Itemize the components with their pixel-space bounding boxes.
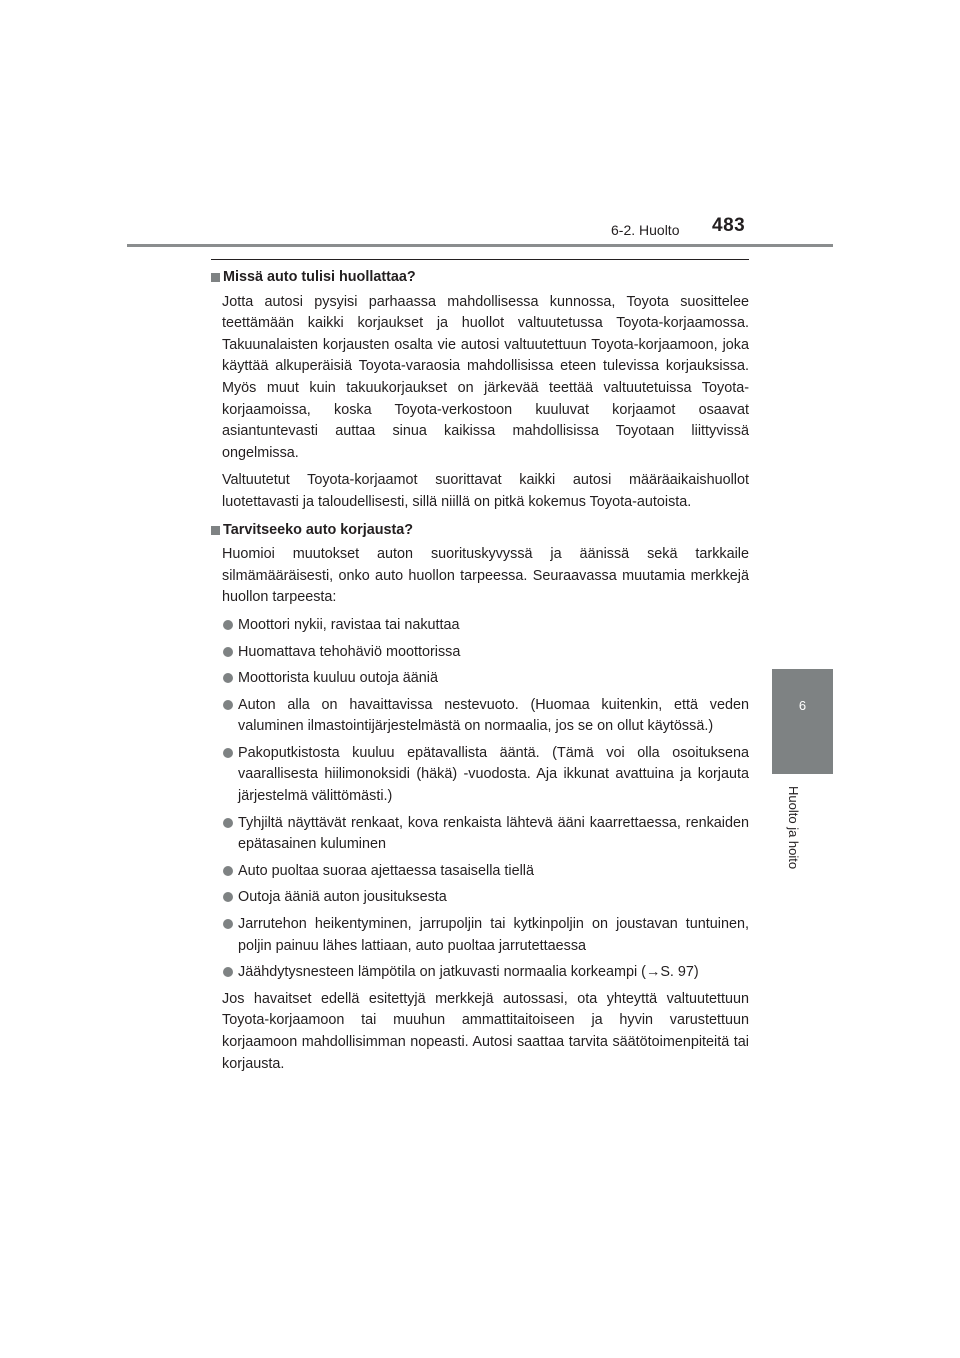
chapter-tab bbox=[772, 669, 833, 774]
list-item-text: Outoja ääniä auton jousituksesta bbox=[238, 889, 447, 906]
heading-text: Missä auto tulisi huollattaa? bbox=[223, 269, 416, 285]
list-item-text: Jarrutehon heikentyminen, jarrupoljin tai kytkinpoljin on joustavan tuntuinen, poljin painuu lähes lattiaan, auto puoltaa jarrutettaessa bbox=[238, 916, 749, 954]
square-bullet-icon bbox=[211, 526, 220, 535]
chapter-number: 6 bbox=[798, 698, 807, 713]
paragraph: Huomioi muutokset auton suorituskyvyssä ja äänissä sekä tarkkaile silmämääräisesti, onko auto huollon tarpeessa. Seuraavassa muutamia merkkejä huollon tarpeesta: bbox=[222, 546, 749, 606]
closing-paragraph: Jos havaitset edellä esitettyjä merkkejä autossasi, ota yhteyttä valtuutettuun Toyota-korjaamoon tai muuhun ammattitaitoiseen ja hyvin varustettuun korjaamoon mahdollisimman nopeasti. Autosi saattaa tarvita säätötoimenpiteitä tai korjausta. bbox=[222, 990, 749, 1072]
circle-bullet-icon bbox=[223, 818, 233, 828]
list-item bbox=[211, 887, 749, 909]
list-item-text: Auton alla on havaittavissa nestevuoto. (Huomaa kuitenkin, että veden valuminen ilmastointijärjestelmästä on normaalia, jos se on ollut käytössä.) bbox=[238, 696, 749, 735]
list-item bbox=[211, 695, 749, 738]
header-divider bbox=[127, 244, 833, 247]
list-item-text: Huomattava tehohäviö moottorissa bbox=[238, 643, 461, 660]
list-item-text: Moottorista kuuluu outoja ääniä bbox=[238, 670, 439, 687]
circle-bullet-icon bbox=[223, 919, 233, 929]
content-divider bbox=[211, 259, 749, 260]
circle-bullet-icon bbox=[223, 866, 233, 876]
section-heading bbox=[211, 267, 749, 289]
page-number: 483 bbox=[712, 215, 746, 236]
list-item bbox=[211, 668, 749, 690]
circle-bullet-icon bbox=[223, 673, 233, 683]
list-item bbox=[211, 914, 749, 957]
paragraph: Valtuutetut Toyota-korjaamot suorittavat kaikki autosi määräaikaishuollot luotettavasti ja taloudellisesti, sillä niillä on pitkä kokemus Toyota-autoista. bbox=[222, 472, 749, 510]
list-item bbox=[211, 615, 749, 637]
circle-bullet-icon bbox=[223, 748, 233, 758]
list-item-text: Pakoputkistosta kuuluu epätavallista ääntä. (Tämä voi olla osoituksena vaarallisesta hiilimonoksidi (häkä) -vuodosta. Aja ikkunat avattuina ja korjauta järjestelmä välittömästi.) bbox=[238, 744, 749, 805]
paragraph: Jotta autosi pysyisi parhaassa mahdollisessa kunnossa, Toyota suosittelee teettämään kaikki korjaukset ja huollot valtuutetussa Toyota-korjaamossa. Takuunalaisten korjausten osalta vie autosi valtuutettuun Toyota-korjaamoon, joka käyttää alkuperäisiä Toyota-varaosia mahdollisissa eteen tulevissa korjauksissa. Myös muut kuin takuukorjaukset on järkevää teettää valtuutetuissa Toyota-korjaamoissa, koska Toyota-verkostoon kuuluvat korjaamot osaavat asiantuntevasti auttaa sinua kaikissa mahdollisissa Toyotaan liittyvissä ongelmissa. bbox=[222, 293, 749, 461]
list-item-text: Tyhjiltä näyttävät renkaat, kova renkaista lähtevä ääni kaarrettaessa, renkaiden epätasainen kuluminen bbox=[238, 814, 749, 853]
list-item-text: Jäähdytysnesteen lämpötila on jatkuvasti normaalia korkeampi (→S. 97) bbox=[238, 964, 699, 981]
circle-bullet-icon bbox=[223, 967, 233, 977]
list-item bbox=[211, 962, 749, 984]
list-item bbox=[211, 861, 749, 883]
circle-bullet-icon bbox=[223, 620, 233, 630]
list-item bbox=[211, 743, 749, 808]
section-title: 6-2. Huolto bbox=[611, 222, 680, 238]
circle-bullet-icon bbox=[223, 700, 233, 710]
heading-text: Tarvitseeko auto korjausta? bbox=[223, 521, 414, 538]
list-item-text: Auto puoltaa suoraa ajettaessa tasaisella tiellä bbox=[238, 862, 534, 879]
list-item bbox=[211, 813, 749, 856]
section-heading bbox=[211, 520, 749, 542]
chapter-label: Huolto ja hoito bbox=[786, 786, 801, 870]
circle-bullet-icon bbox=[223, 892, 233, 902]
circle-bullet-icon bbox=[223, 647, 233, 657]
page-content bbox=[211, 267, 749, 1081]
list-item-text: Moottori nykii, ravistaa tai nakuttaa bbox=[238, 616, 460, 633]
square-bullet-icon bbox=[211, 273, 220, 282]
page-header bbox=[0, 0, 960, 246]
list-item bbox=[211, 642, 749, 664]
